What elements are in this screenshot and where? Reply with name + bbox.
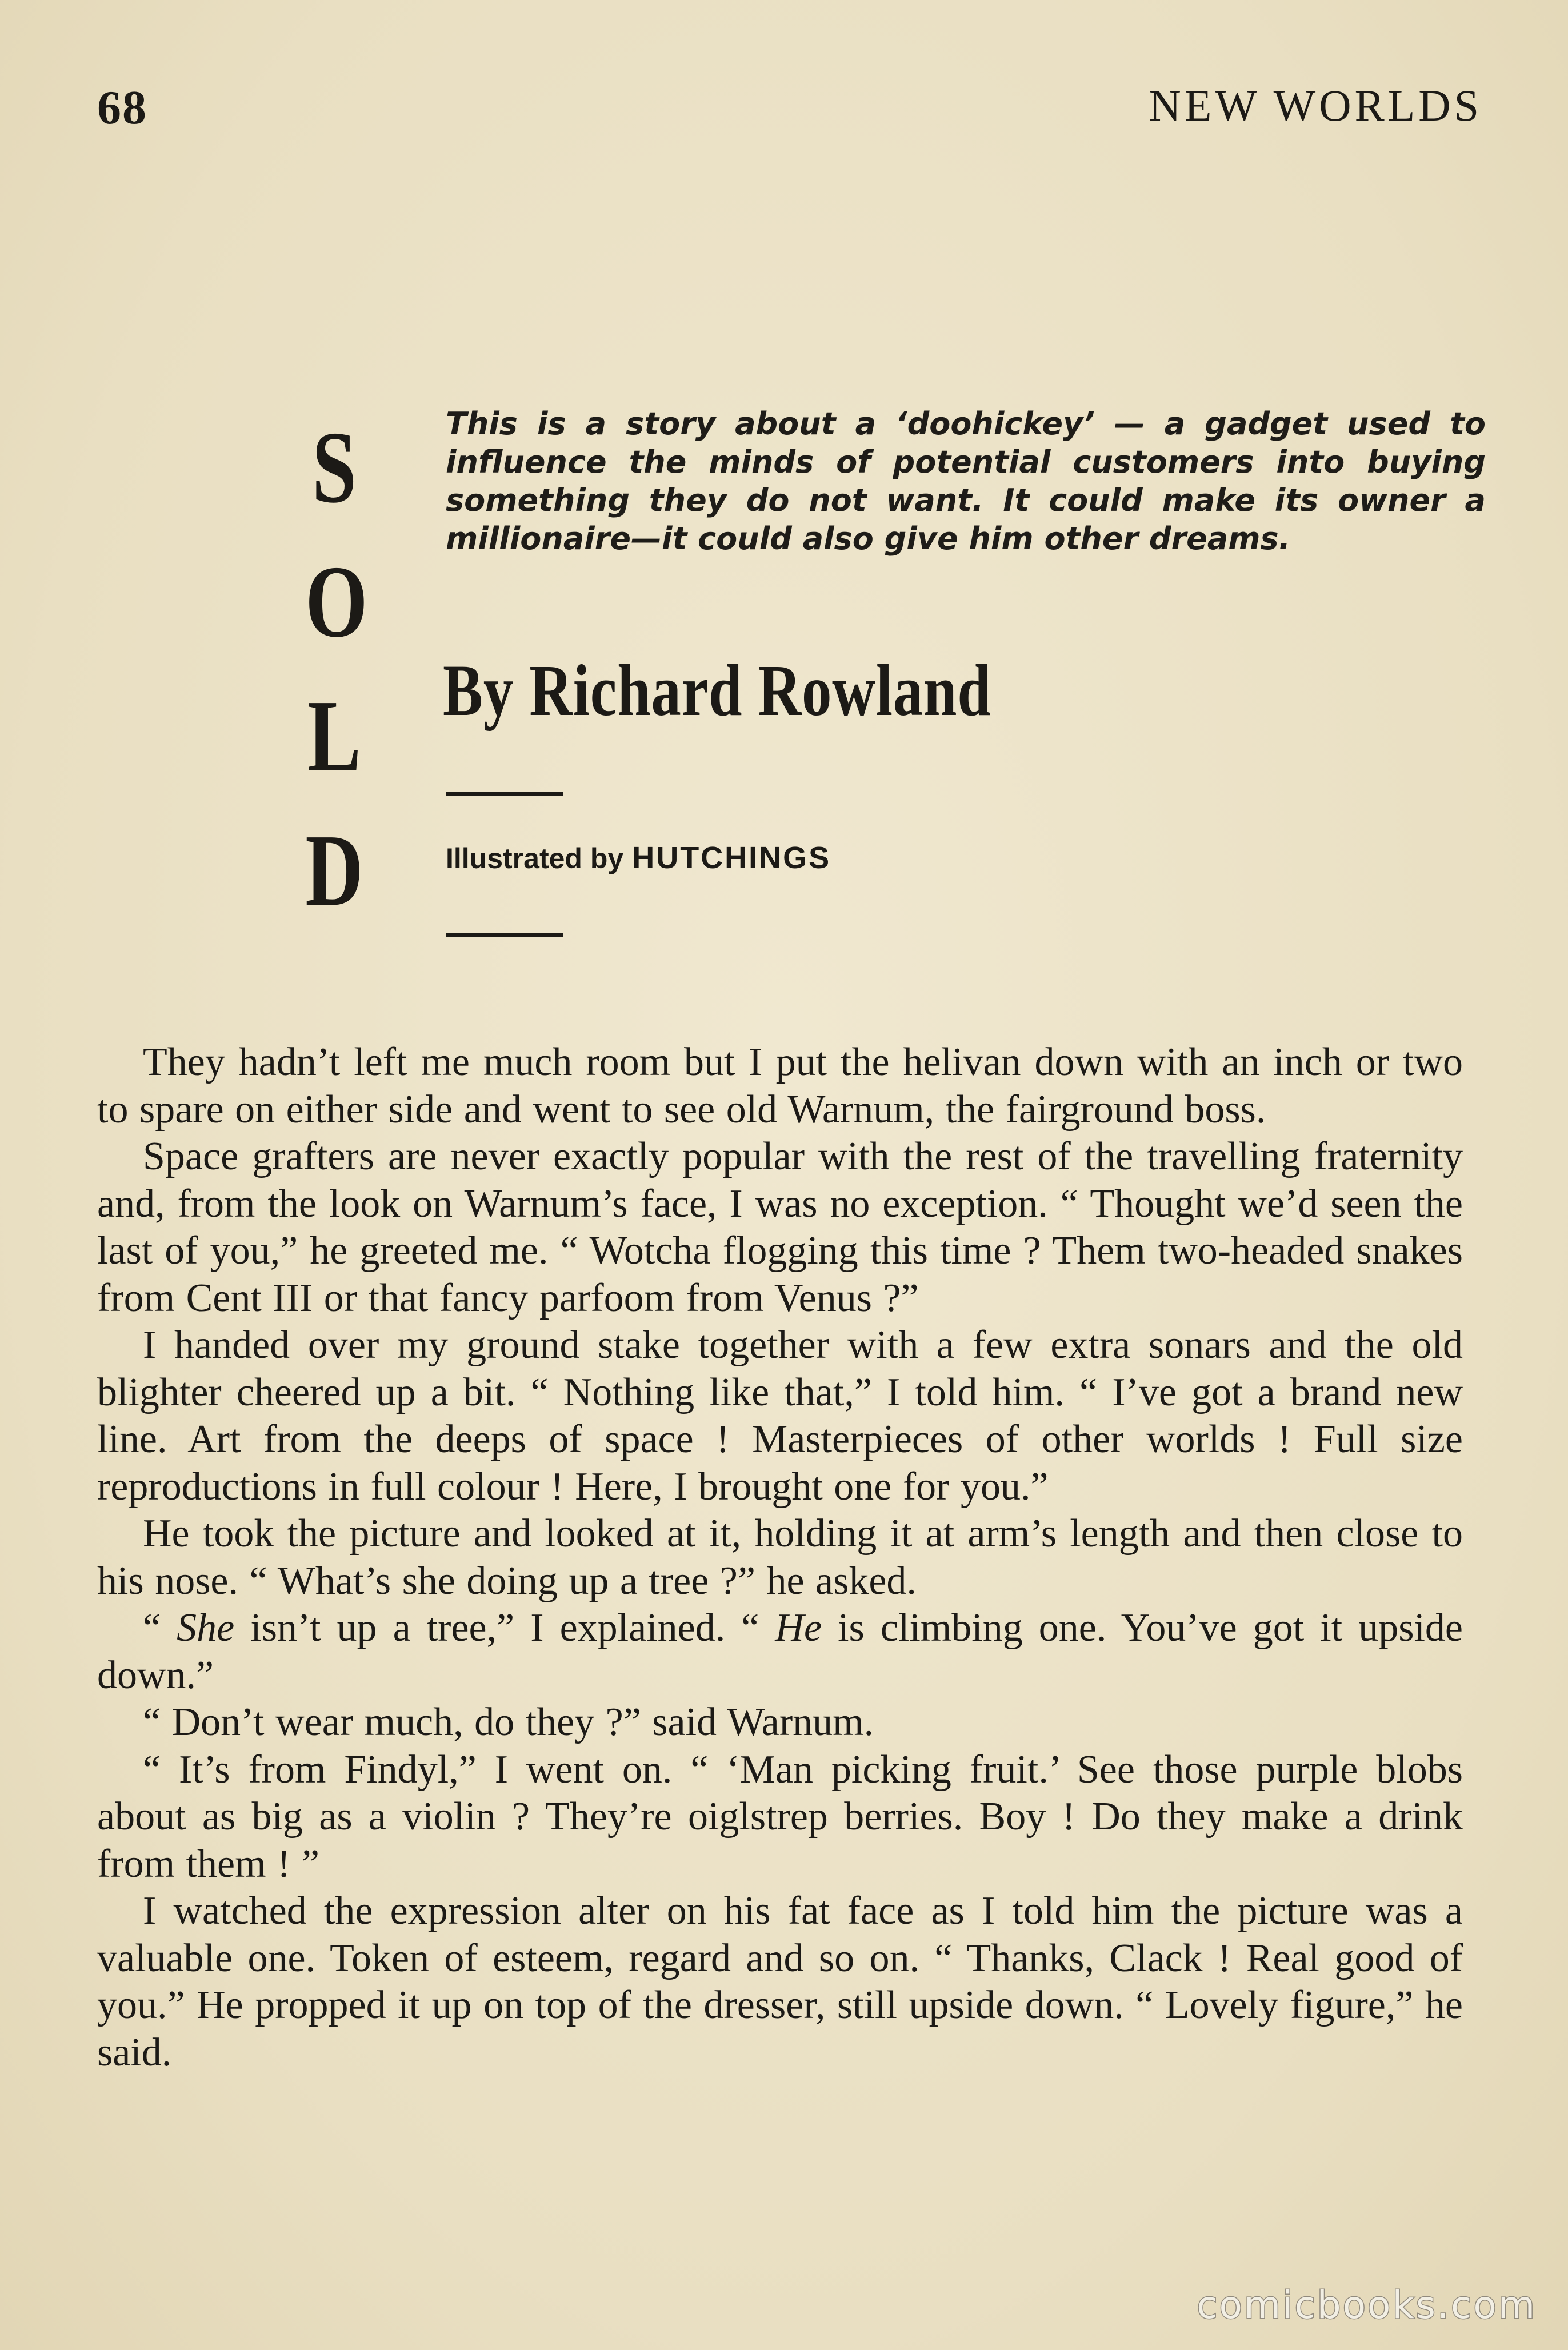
illustrator-name: HUTCHINGS bbox=[632, 841, 831, 875]
title-letter: D bbox=[305, 813, 363, 927]
divider-rule bbox=[446, 792, 563, 796]
title-letter: L bbox=[307, 679, 361, 793]
story-blurb: This is a story about a ‘doohickey’ — a gadget used to influence the minds of potential customers into buying something they do not want. It could make its owner a millionaire—it could also give him other dreams. bbox=[446, 406, 1486, 557]
story-paragraph: He took the picture and looked at it, holding it at arm’s length and then close to his nose. “ What’s she doing up a tree ?” he asked. bbox=[97, 1512, 1463, 1603]
author-byline: By Richard Rowland bbox=[443, 650, 991, 731]
watermark: comicbooks.com bbox=[1197, 2283, 1537, 2327]
illustrator-credit bbox=[446, 840, 831, 876]
text-run: “ bbox=[143, 1606, 177, 1650]
page-header bbox=[97, 80, 1482, 143]
story-paragraph: “ It’s from Findyl,” I went on. “ ‘Man picking fruit.’ See those purple blobs about as big as a violin ? They’re oiglstrep berries. Boy ! Do they make a drink from them ! ” bbox=[97, 1747, 1463, 1886]
title-letter: S bbox=[311, 410, 357, 524]
story-body bbox=[97, 1039, 1463, 2076]
story-paragraph: I handed over my ground stake together with a few extra sonars and the old blighter cheered up a bit. “ Nothing like that,” I told him. “ I’ve got a brand new line. Art from the deeps of space ! Masterpieces of other worlds ! Full size reproductions in full colour ! Here, I brought one for you.” bbox=[97, 1323, 1463, 1509]
emphasis: He bbox=[775, 1606, 822, 1650]
story-paragraph: Space grafters are never exactly popular with the rest of the travelling fraternity and, from the look on Warnum’s face, I was no exception. “ Thought we’d seen the last of you,” he greeted me. “ Wotcha flogging this time ? Them two-headed snakes from Cent III or that fancy parfoom from Venus ?” bbox=[97, 1134, 1463, 1320]
page-number: 68 bbox=[97, 81, 147, 134]
illustrator-prefix: Illustrated by bbox=[446, 842, 624, 874]
text-run: isn’t up a tree,” I explained. “ bbox=[234, 1606, 775, 1650]
story-title bbox=[305, 400, 368, 937]
story-paragraph bbox=[97, 1605, 1463, 1699]
running-head: NEW WORLDS bbox=[1149, 81, 1482, 130]
divider-rule bbox=[446, 933, 563, 937]
story-paragraph: I watched the expression alter on his fat face as I told him the picture was a valuable one. Token of esteem, regard and so on. “ Thanks, Clack ! Real good of you.” He propped it up on top of the dresser, still upside down. “ Lovely figure,” he said. bbox=[97, 1889, 1463, 2075]
emphasis: She bbox=[177, 1606, 235, 1650]
text-run: is climbing one. You’ve got it upside down.” bbox=[97, 1606, 1463, 1697]
story-paragraph: “ Don’t wear much, do they ?” said Warnum. bbox=[143, 1700, 874, 1744]
story-paragraph: They hadn’t left me much room but I put the helivan down with an inch or two to spare on either side and went to see old Warnum, the fairground boss. bbox=[97, 1040, 1463, 1132]
title-letter: O bbox=[305, 545, 368, 658]
